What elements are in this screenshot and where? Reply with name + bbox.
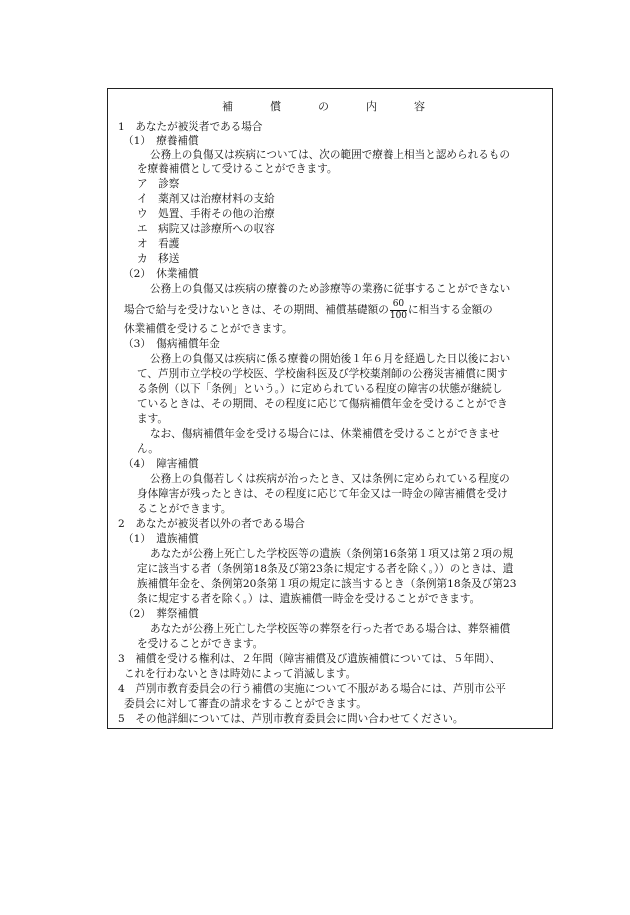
list-item: ア 診察 xyxy=(137,178,180,190)
paragraph-line-with-fraction xyxy=(124,298,493,322)
subsection-1-1-heading: （1） 療養補償 xyxy=(123,135,199,147)
section-4-line: 4 芦別市教育委員会の行う補償の実施について不服がある場合には、芦別市公平 xyxy=(118,683,506,695)
list-item: エ 病院又は診療所への収容 xyxy=(137,223,275,235)
paragraph-text: に相当する金額の xyxy=(408,304,493,316)
paragraph-line: 公務上の負傷又は疾病については、次の範囲で療養上相当と認められるもの xyxy=(150,149,510,161)
paragraph-line: を受けることができます。 xyxy=(137,638,264,650)
paragraph-line: 公務上の負傷又は疾病の療養のため診療等の業務に従事することができない xyxy=(150,283,511,295)
paragraph-line: て、芦別市立学校の学校医、学校歯科医及び学校薬剤師の公務災害補償に関す xyxy=(137,368,508,380)
paragraph-line: ん。 xyxy=(137,443,159,455)
section-2-heading: 2 あなたが被災者以外の者である場合 xyxy=(118,518,305,530)
list-item: イ 薬剤又は治療材料の支給 xyxy=(137,193,275,205)
paragraph-line: なお、傷病補償年金を受ける場合には、休業補償を受けることができませ xyxy=(150,428,500,440)
fraction xyxy=(390,300,407,321)
subsection-1-3-heading: （3） 傷病補償年金 xyxy=(123,338,220,350)
paragraph-line: を療養補償として受けることができます。 xyxy=(137,163,338,175)
list-item: ウ 処置、手術その他の治療 xyxy=(137,208,275,220)
section-1-heading: 1 あなたが被災者である場合 xyxy=(118,121,263,133)
paragraph-line: 条に規定する者を除く。）は、遺族補償一時金を受けることができます。 xyxy=(137,593,481,605)
paragraph-line: ます。 xyxy=(137,413,168,425)
section-3-line: 3 補償を受ける権利は、２年間（障害補償及び遺族補償については、５年間）、 xyxy=(118,653,501,665)
paragraph-line: 公務上の負傷若しくは疾病が治ったとき、又は条例に定められている程度の xyxy=(150,473,510,485)
paragraph-line: 族補償年金を、条例第20条第１項の規定に該当するとき（条例第18条及び第23 xyxy=(137,578,517,590)
compensation-content-box xyxy=(107,88,553,729)
list-item: オ 看護 xyxy=(137,238,180,250)
subsection-1-4-heading: （4） 障害補償 xyxy=(123,458,199,470)
fraction-denominator: 100 xyxy=(389,310,408,321)
paragraph-text: 場合で給与を受けないときは、その期間、補償基礎額の xyxy=(124,304,389,316)
subsection-2-2-heading: （2） 葬祭補償 xyxy=(123,608,199,620)
document-title: 補 償 の 内 容 xyxy=(222,100,438,113)
fraction-numerator: 60 xyxy=(390,300,407,311)
paragraph-line: ることができます。 xyxy=(137,503,232,515)
paragraph-line: あなたが公務上死亡した学校医等の遺族（条例第16条第１項又は第２項の規 xyxy=(150,548,514,560)
paragraph-line: あなたが公務上死亡した学校医等の葬祭を行った者である場合は、葬祭補償 xyxy=(150,623,511,635)
section-3-line: これを行わないときは時効によって消滅します。 xyxy=(124,668,357,680)
paragraph-line: ているときは、その期間、その程度に応じて傷病補償年金を受けることができ xyxy=(137,398,508,410)
section-5-line: 5 その他詳細については、芦別市教育委員会に問い合わせてください。 xyxy=(118,713,464,725)
paragraph-line: 公務上の負傷又は疾病に係る療養の開始後１年６月を経過した日以後におい xyxy=(150,353,511,365)
subsection-2-1-heading: （1） 遺族補償 xyxy=(123,533,199,545)
section-4-line: 委員会に対して審査の請求をすることができます。 xyxy=(124,698,367,710)
paragraph-line: 休業補償を受けることができます。 xyxy=(124,323,293,335)
document-body xyxy=(108,89,552,728)
paragraph-line: 定に該当する者（条例第18条及び第23条に規定する者を除く。））のときは、遺 xyxy=(137,563,514,575)
list-item: カ 移送 xyxy=(137,253,180,265)
paragraph-line: る条例（以下「条例」という。）に定められている程度の障害の状態が継続し xyxy=(137,383,503,395)
paragraph-line: 身体障害が残ったときは、その程度に応じて年金又は一時金の障害補償を受け xyxy=(137,488,508,500)
subsection-1-2-heading: （2） 休業補償 xyxy=(123,268,199,280)
